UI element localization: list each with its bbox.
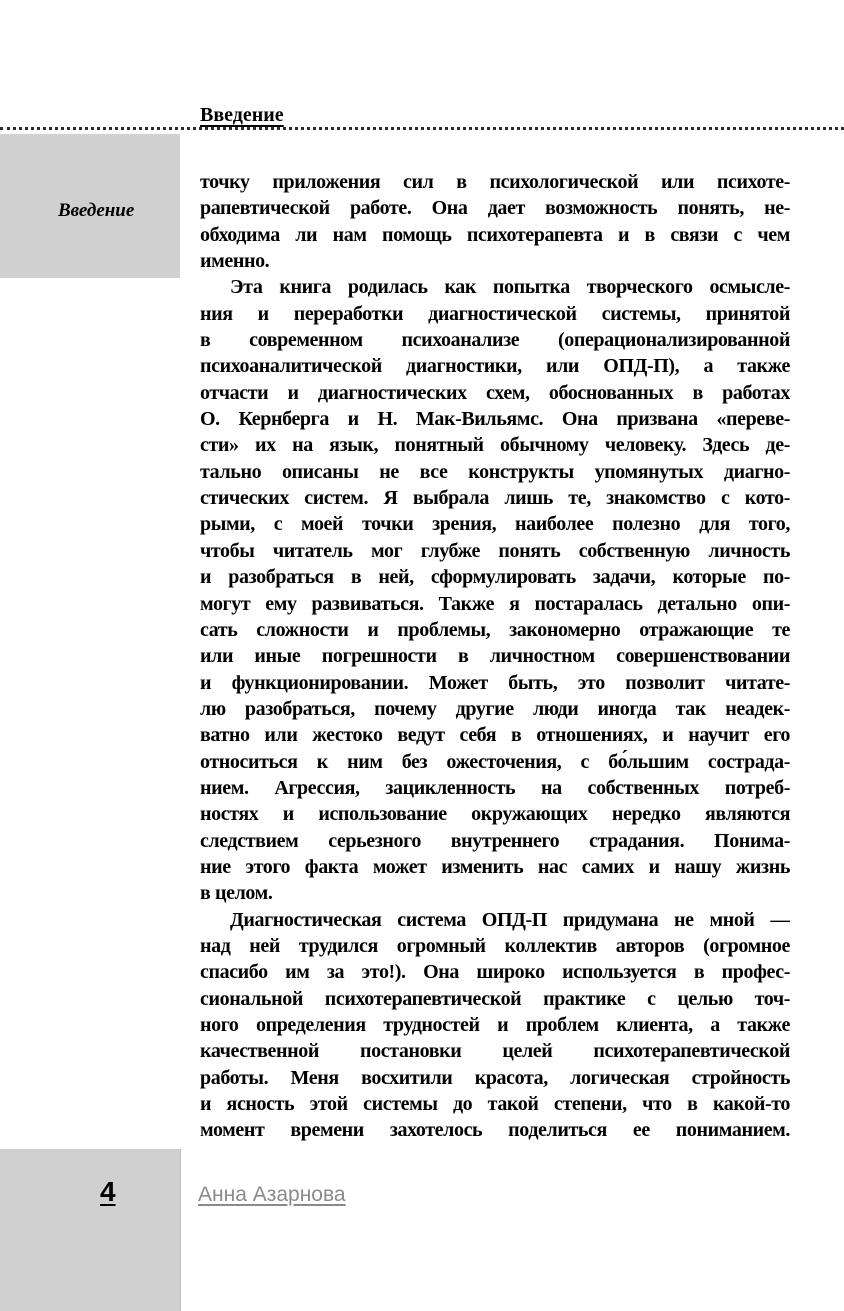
text-line: момент времени захотелось поделиться ее пониманием. [200,1119,790,1142]
text-line: стических систем. Я выбрала лишь те, знакомство с кото- [200,487,790,510]
text-line: Диагностическая система ОПД-П придумана не мной — [230,908,790,931]
text-line: ние этого факта может изменить нас самих и нашу жизнь [200,855,790,878]
text-line: спасибо им за это!). Она широко используется в профес- [200,961,790,984]
text-line: относиться к ним без ожесточения, с бо́льшим сострада- [200,750,790,773]
text-line: и разобраться в ней, сформулировать задачи, которые по- [200,566,790,589]
text-line: и функционировании. Может быть, это позволит читате- [200,671,790,694]
chapter-tab-label: Введение [58,200,135,221]
chapter-tab [0,134,180,278]
text-line: рапевтической работе. Она дает возможность понять, не- [200,197,790,220]
text-line: именно. [200,250,270,273]
text-line: лю разобраться, почему другие люди иногда так неадек- [200,697,790,720]
text-line: О. Кернберга и Н. Мак-Вильямс. Она призвана «переве- [200,408,790,431]
dotted-divider [0,127,844,130]
text-line: ватно или жестоко ведут себя в отношениях, и научит его [200,724,790,747]
text-line: в целом. [200,882,273,905]
text-line: чтобы читатель мог глубже понять собственную личность [200,539,790,562]
page-number: 4 [100,1176,116,1207]
text-line: тально описаны не все конструкты упомянутых диагно- [200,460,790,483]
text-line: следствием серьезного внутреннего страдания. Понима- [200,829,790,852]
footer-tab [0,1149,181,1311]
text-line: психоаналитической диагностики, или ОПД-П), а также [200,355,790,378]
author-link[interactable]: Анна Азарнова [198,1183,346,1206]
text-line: ния и переработки диагностической системы, принятой [200,302,790,325]
text-line: обходима ли нам помощь психотерапевта и в связи с чем [200,223,790,246]
text-line: ного определения трудностей и проблем клиента, а также [200,1014,790,1036]
text-line: точку приложения сил в психологической или психоте- [200,171,790,193]
text-line: работы. Меня восхитили красота, логическая стройность [200,1066,790,1089]
text-line: отчасти и диагностических схем, обоснованных в работах [200,381,790,404]
text-line: Эта книга родилась как попытка творческого осмысле- [230,276,790,299]
text-line: ностях и использование окружающих нередко являются [200,803,790,826]
text-line: над ней трудился огромный коллектив авторов (огромное [200,934,790,957]
text-line: в современном психоанализе (операционализированной [200,329,790,352]
text-line: нием. Агрессия, зацикленность на собственных потреб- [200,776,790,799]
text-line: рыми, с моей точки зрения, наиболее полезно для того, [200,513,790,536]
text-line: качественной постановки целей психотерапевтической [200,1040,790,1063]
text-line: или иные погрешности в личностном совершенствовании [200,645,790,668]
page-body-text [200,169,790,1144]
text-line: сти» их на язык, понятный обычному человеку. Здесь де- [200,434,790,457]
running-header: Введение [200,104,284,126]
text-line: сиональной психотерапевтической практике с целью точ- [200,987,790,1010]
text-line: и ясность этой системы до такой степени, что в какой-то [200,1093,790,1116]
text-line: сать сложности и проблемы, закономерно отражающие те [200,618,790,641]
text-line: могут ему развиваться. Также я постаралась детально опи- [200,592,790,615]
